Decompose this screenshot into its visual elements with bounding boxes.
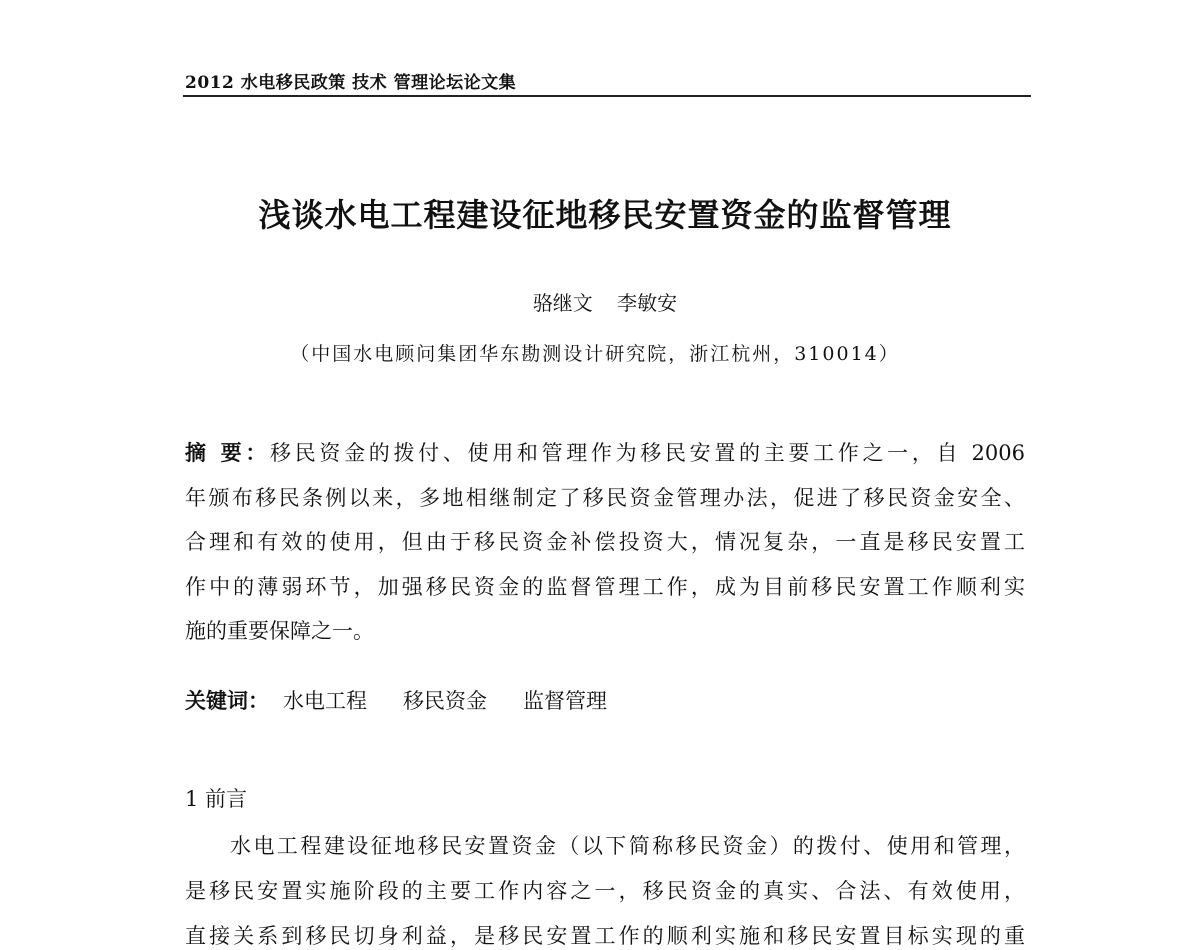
section-heading: 1 前言 [185, 787, 248, 811]
affiliation: （中国水电顾问集团华东勘测设计研究院，浙江杭州，310014） [290, 343, 900, 365]
body-line: 水电工程建设征地移民安置资金（以下简称移民资金）的拨付、使用和管理， [230, 834, 1025, 858]
abstract-line: 作中的薄弱环节，加强移民资金的监督管理工作，成为目前移民安置工作顺利实 [185, 575, 1025, 599]
keyword: 监督管理 [523, 689, 607, 713]
abstract-line: 施的重要保障之一。 [185, 619, 374, 643]
abstract-line: 年颁布移民条例以来，多地相继制定了移民资金管理办法，促进了移民资金安全、 [185, 486, 1025, 510]
abstract-line [185, 437, 1025, 467]
body-line: 直接关系到移民切身利益，是移民安置工作的顺利实施和移民安置目标实现的重 [185, 924, 1025, 948]
abstract-line: 合理和有效的使用，但由于移民资金补偿投资大，情况复杂，一直是移民安置工 [185, 530, 1025, 554]
keywords [185, 685, 1025, 715]
body-line: 是移民安置实施阶段的主要工作内容之一，移民资金的真实、合法、有效使用， [185, 879, 1025, 903]
paper-title: 浅谈水电工程建设征地移民安置资金的监督管理 [258, 196, 952, 234]
keyword: 水电工程 [283, 689, 367, 713]
keywords-label: 关键词： [185, 688, 269, 713]
abstract-label: 摘 要： [185, 440, 271, 465]
running-header: 2012 水电移民政策 技术 管理论坛论文集 [185, 73, 517, 93]
header-rule [183, 95, 1031, 97]
abstract-text: 移民资金的拨付、使用和管理作为移民安置的主要工作之一，自 2006 [270, 441, 1025, 465]
authors: 骆继文 李敏安 [532, 291, 678, 315]
keyword: 移民资金 [403, 689, 487, 713]
